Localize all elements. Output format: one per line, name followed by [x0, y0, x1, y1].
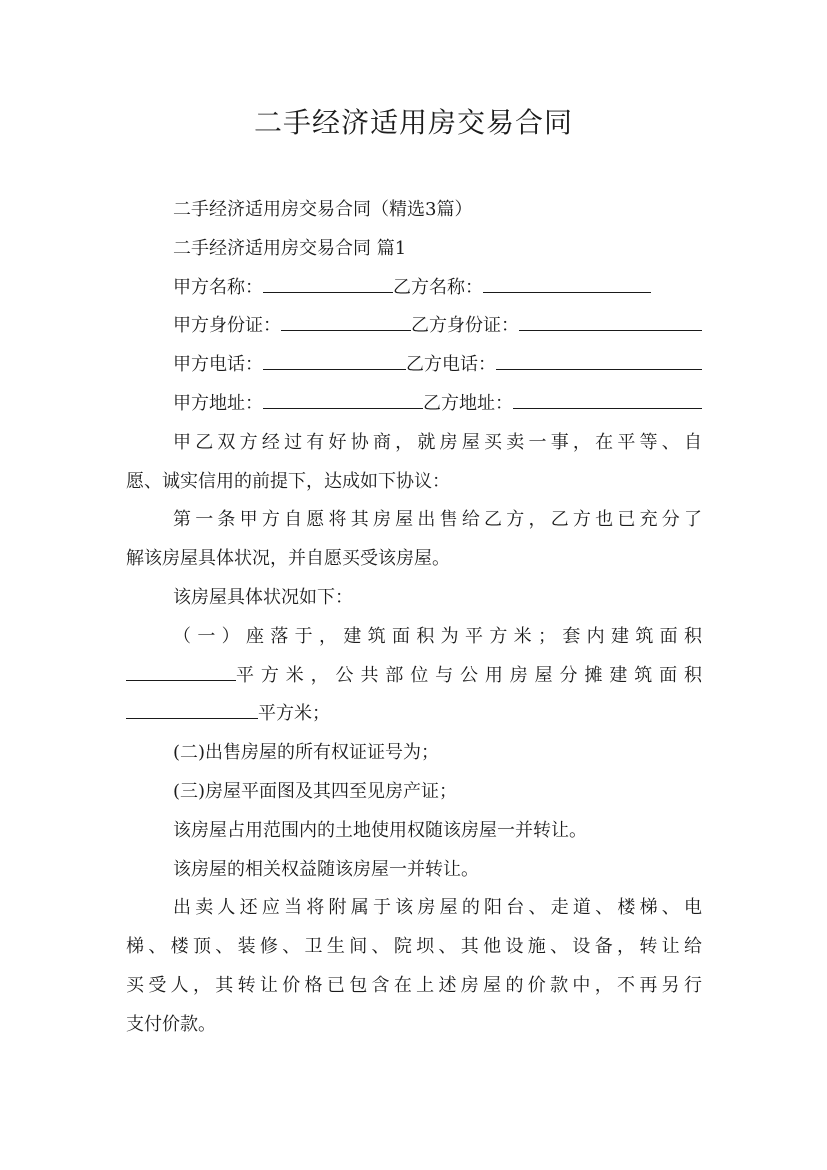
id-row: [126, 307, 702, 346]
para-1-line-2: 愿、诚实信用的前提下，达成如下协议：: [126, 470, 450, 492]
party-b-phone-label: 乙方电话：: [406, 354, 496, 376]
name-row: [126, 269, 702, 308]
party-b-phone-blank: [496, 347, 702, 370]
para-6-line-3: 买受人，其转让价格已包含在上述房屋的价款中，不再另行: [126, 974, 702, 996]
para-6-line-2: 梯、楼顶、装修、卫生间、院坝、其他设施、设备，转让给: [126, 936, 702, 958]
address-row: [126, 385, 702, 424]
para-3: 该房屋具体状况如下：: [173, 586, 353, 608]
party-b-name-blank: [483, 270, 651, 293]
para-2-line-1: 第一条甲方自愿将其房屋出售给乙方，乙方也已充分了: [173, 509, 702, 531]
party-a-address-blank: [263, 386, 423, 409]
party-a-phone-label: 甲方电话：: [173, 354, 263, 376]
party-b-id-blank: [519, 308, 702, 331]
para-1-line-1: 甲乙双方经过有好协商，就房屋买卖一事，在平等、自: [173, 431, 702, 453]
party-b-id-label: 乙方身份证：: [411, 315, 519, 337]
party-b-address-blank: [513, 386, 702, 409]
item-1-line-2: 平方米，公共部位与公用房屋分摊建筑面积: [236, 664, 702, 686]
document-title: 二手经济适用房交易合同: [253, 106, 573, 139]
phone-row: [126, 346, 702, 385]
party-a-id-label: 甲方身份证：: [173, 315, 281, 337]
para-6-line-4: 支付价款。: [126, 1013, 216, 1035]
para-4: 该房屋占用范围内的土地使用权随该房屋一并转让。: [173, 819, 587, 841]
party-b-name-label: 乙方名称：: [393, 276, 483, 298]
party-a-name-blank: [263, 270, 393, 293]
item-1-line-1: （一）座落于，建筑面积为平方米；套内建筑面积: [173, 625, 702, 647]
document-body: [126, 191, 702, 1045]
party-a-id-blank: [281, 308, 411, 331]
para-6-line-1: 出卖人还应当将附属于该房屋的阳台、走道、楼梯、电: [173, 897, 702, 919]
para-5: 该房屋的相关权益随该房屋一并转让。: [173, 858, 479, 880]
party-a-name-label: 甲方名称：: [173, 276, 263, 298]
item-1-line-3: 平方米；: [258, 703, 330, 725]
inner-area-blank: [126, 658, 236, 681]
party-a-address-label: 甲方地址：: [173, 392, 263, 414]
section-heading: 二手经济适用房交易合同 篇1: [173, 237, 407, 259]
item-2: (二)出售房屋的所有权证证号为；: [173, 742, 440, 764]
item-1-line-3-row: [126, 695, 702, 734]
item-3: (三)房屋平面图及其四至见房产证；: [173, 780, 458, 802]
item-1-line-2-row: [126, 657, 702, 696]
document-subtitle: 二手经济适用房交易合同（精选3篇）: [173, 199, 473, 220]
shared-area-blank: [126, 696, 258, 719]
party-b-address-label: 乙方地址：: [423, 392, 513, 414]
para-2-line-2: 解该房屋具体状况，并自愿买受该房屋。: [126, 548, 450, 570]
party-a-phone-blank: [263, 347, 406, 370]
